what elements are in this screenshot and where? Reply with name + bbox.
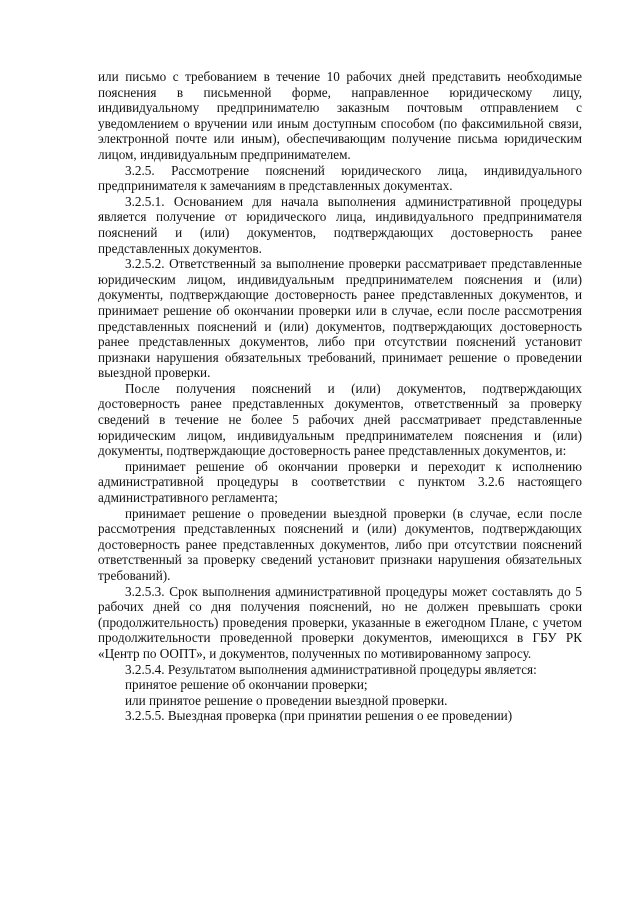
paragraph-3-2-5-5: 3.2.5.5. Выездная проверка (при принятии решения о ее проведении) [125,708,513,724]
paragraph-decision-end: принимает решение об окончании проверки и переходит к исполнению административной процедуры в соответствии с пунктом 3.2.6 настоящего административного регламента; [98,458,582,506]
paragraph-result-onsite: или принятое решение о проведении выездной проверки. [125,692,448,708]
paragraph-3-2-5-2: 3.2.5.2. Ответственный за выполнение проверки рассматривает представленные юридическим лицом, индивидуальным предпринимателем пояснения и (или) документы, подтверждающие достоверность ранее представленных документов, и принимает решение об окончании проверки или в случае, если после рассмотрения представленных пояснений и (или) документов, подтверждающих достоверность ранее представленных документов, либо при отсутствии пояснений установит признаки нарушения обязательных требований, принимает решение о проведении выездной проверки. [98,256,582,381]
paragraph-continuation: или письмо с требованием в течение 10 рабочих дней представить необходимые пояснения в письменной форме, направленное юридическому лицу, индивидуальному предпринимателю заказным почтовым отправлением с уведомлением о вручении или иным доступным способом (по факсимильной связи, электронной почте или иным), обеспечивающим получение письма юридическим лицом, индивидуальным предпринимателем. [98,69,582,162]
paragraph-3-2-5-3: 3.2.5.3. Срок выполнения административной процедуры может составлять до 5 рабочих дней со дня получения пояснений, но не должен превышать сроки (продолжительность) проведения проверки, указанные в ежегодном Плане, с учетом продолжительности проведенной проверки документов, имеющихся в ГБУ РК «Центр по ООПТ», и документов, полученных по мотивированному запросу. [98,583,582,661]
paragraph-result-end: принятое решение об окончании проверки; [125,677,368,693]
paragraph-decision-onsite: принимает решение о проведении выездной проверки (в случае, если после рассмотрения представленных пояснений и (или) документов, подтверждающих достоверность ранее представленных документов, либо при отсутствии пояснений ответственный за проверку сведений установит признаки нарушения обязательных требований). [98,505,582,583]
paragraph-3-2-5-1: 3.2.5.1. Основанием для начала выполнения административной процедуры является получение от юридического лица, индивидуального предпринимателя пояснений и (или) документов, подтверждающих достоверность ранее представленных документов. [98,193,582,256]
paragraph-3-2-5-4: 3.2.5.4. Результатом выполнения административной процедуры является: [125,661,537,677]
document-body [98,69,582,724]
paragraph-3-2-5: 3.2.5. Рассмотрение пояснений юридического лица, индивидуального предпринимателя к замечаниям в представленных документах. [98,162,582,194]
paragraph-after-receipt: После получения пояснений и (или) документов, подтверждающих достоверность ранее представленных документов, ответственный за проверку сведений в течение не более 5 рабочих дней рассматривает представленные юридическим лицом, индивидуальным предпринимателем пояснения и (или) документы, подтверждающие достоверность ранее представленных документов, и: [98,380,582,459]
